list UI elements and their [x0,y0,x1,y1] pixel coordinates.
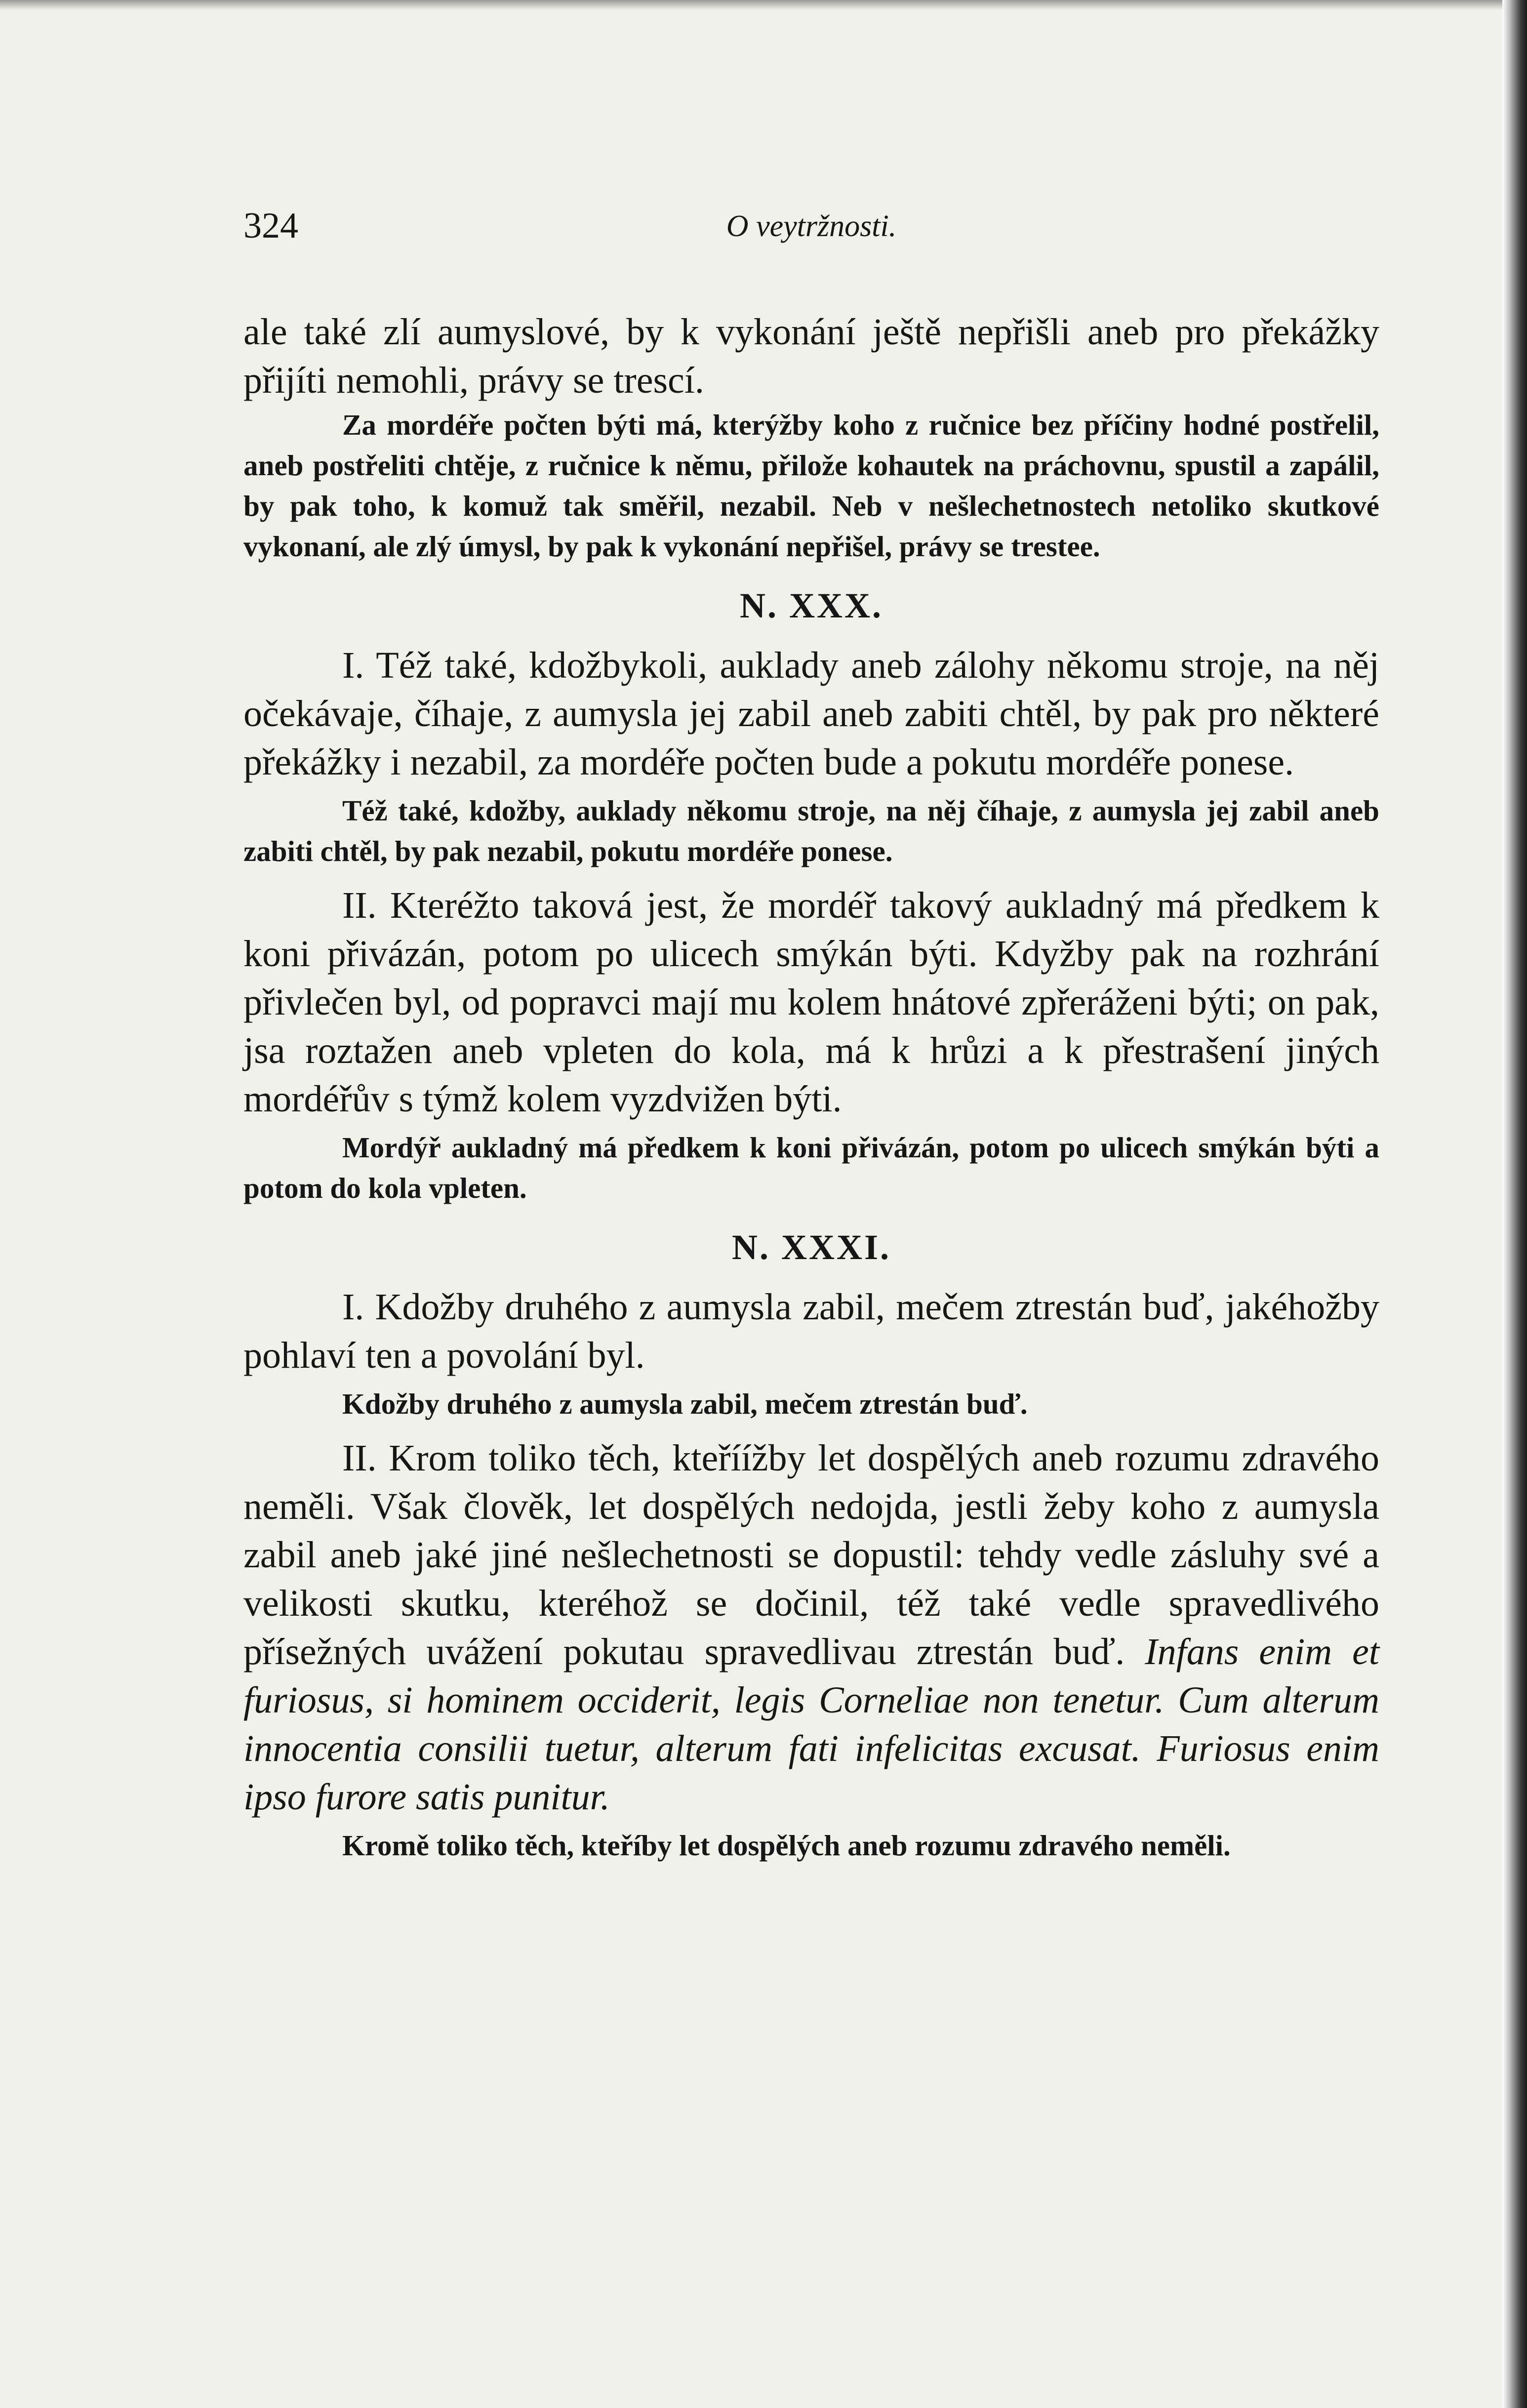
running-title: O veytržnosti. [726,209,897,243]
paragraph-4-summary: Též také, kdožby, auklady někomu stroje, na něj číhaje, z aumysla jej zabil aneb zabiti chtěl, by pak nezabil, pokutu mordéře ponese. [243,794,1379,867]
paragraph-5: II. Kteréžto taková jest, že mordéř takový aukladný má předkem k koni přivázán, potom po ulicech smýkán býti. Kdyžby pak na rozhrání přivlečen byl, od popravci mají mu kolem hnátové zpřeráženi býti; on pak, jsa roztažen aneb vpleten do kola, má k hrůzi a k přestrašení jiných mordéřův s týmž kolem vyzdvižen býti. [243,885,1379,1120]
paragraph-2-summary: Za mordéře počten býti má, kterýžby koho z ručnice bez příčiny hodné postřelil, aneb postřeliti chtěje, z ručnice k němu, přilože kohautek na práchovnu, spustil a zapálil, by pak toho, k komuž tak směřil, nezabil. Neb v nešlechetnostech netoliko skutkové vykonaní, ale zlý úmysl, by pak k vykonání nepřišel, právy se trestee. [243,408,1379,563]
running-head [243,200,1379,249]
paragraph-7: I. Kdožby druhého z aumysla zabil, mečem ztrestán buď, jakéhožby pohlaví ten a povolání byl. [243,1286,1379,1376]
page-edge-shadow [1502,0,1527,2408]
paragraph-10-summary: Kromě toliko těch, kteříby let dospělých aneb rozumu zdravého neměli. [342,1829,1231,1862]
paragraph-3: I. Též také, kdožbykoli, auklady aneb zálohy někomu stroje, na něj očekávaje, číhaje, z aumysla jej zabil aneb zabiti chtěl, by pak pro některé překážky i nezabil, za mordéře počten bude a pokutu mordéře ponese. [243,645,1379,783]
paragraph-9 [243,1434,1379,1821]
body-text [243,308,1379,1866]
paragraph-8-summary: Kdožby druhého z aumysla zabil, mečem ztrestán buď. [342,1388,1028,1420]
book-page [243,200,1379,1866]
paragraph-6-summary: Mordýř aukladný má předkem k koni přivázán, potom po ulicech smýkán býti a potom do kola vpleten. [243,1131,1379,1204]
section-heading-xxx: N. XXX. [740,586,883,625]
page-number: 324 [243,205,298,246]
paragraph-9-latin: Infans enim et furiosus, si hominem occiderit, legis Corneliae non tenetur. Cum alterum innocentia consilii tuetur, alterum fati infelicitas excusat. Furiosus enim ipso furore satis punitur. [243,1631,1379,1818]
page-top-shadow [0,0,1502,10]
section-heading-xxxi: N. XXXI. [731,1227,891,1267]
paragraph-1: ale také zlí aumyslové, by k vykonání ještě nepřišli aneb pro překážky přijíti nemohli, právy se trescí. [243,311,1379,401]
paragraph-9-text: II. Krom toliko těch, kteříížby let dospělých aneb rozumu zdravého neměli. Však člověk, let dospělých nedojda, jestli žeby koho z aumysla zabil aneb jaké jiné nešlechetnosti se dopustil: tehdy vedle zásluhy své a velikosti skutku, kteréhož se dočinil, též také vedle spravedlivého přísežných uvážení pokutau spravedlivau ztrestán buď. [243,1437,1379,1673]
